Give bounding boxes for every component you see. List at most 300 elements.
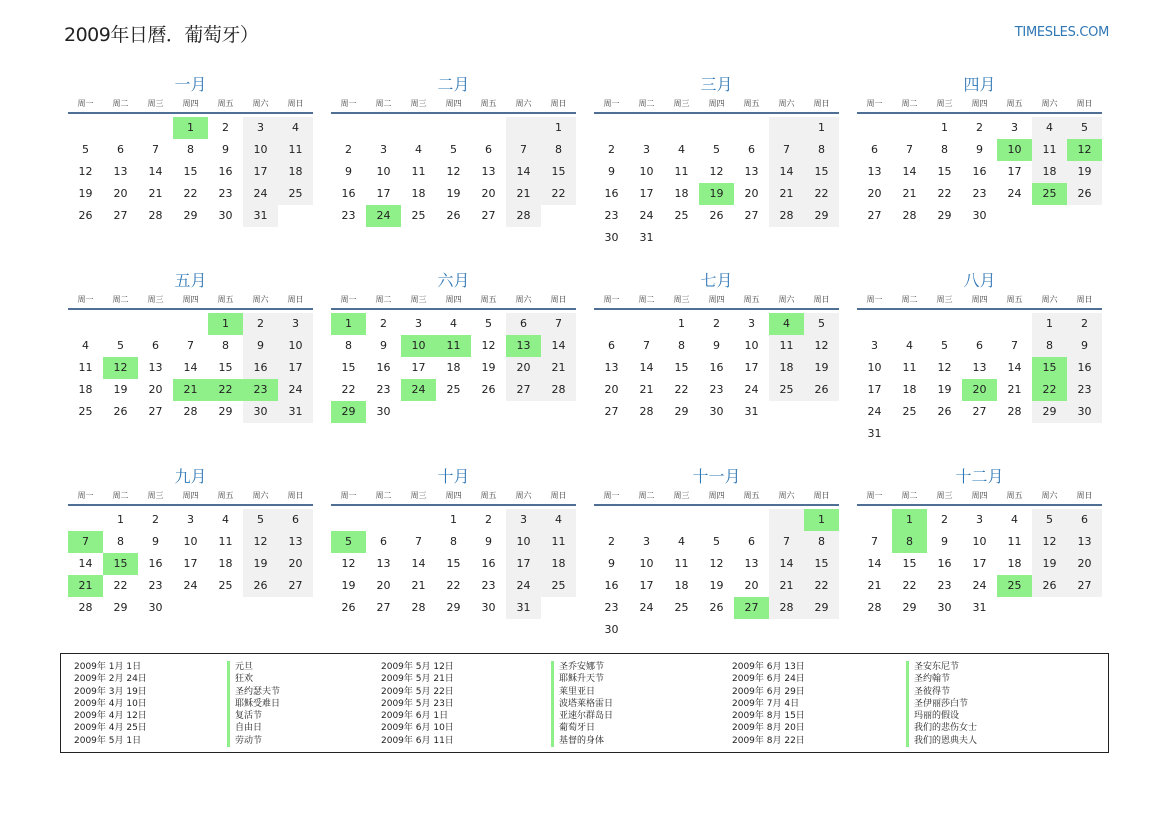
weekday-label: 周日 bbox=[1076, 99, 1093, 108]
day-cell: 24 bbox=[639, 601, 654, 614]
weekday-label: 周一 bbox=[340, 99, 357, 108]
day-cell: 5 bbox=[713, 535, 720, 548]
day-cell: 29 bbox=[804, 597, 839, 619]
empty-cell bbox=[892, 313, 927, 335]
day-cell: 7 bbox=[769, 531, 804, 553]
empty-cell bbox=[699, 509, 734, 531]
day-cell: 10 bbox=[639, 165, 654, 178]
day-cell: 25 bbox=[769, 379, 804, 401]
holiday-name: 我们的恩典夫人 bbox=[906, 735, 977, 747]
day-cell: 19 bbox=[1067, 161, 1102, 183]
day-cell: 15 bbox=[183, 165, 198, 178]
day-cell: 22 bbox=[113, 579, 128, 592]
day-cell: 29 bbox=[902, 601, 917, 614]
holiday-day: 10 bbox=[997, 139, 1032, 161]
day-cell: 28 bbox=[78, 601, 93, 614]
day-cell: 28 bbox=[148, 209, 163, 222]
day-cell: 29 bbox=[674, 405, 689, 418]
day-cell: 17 bbox=[1007, 165, 1022, 178]
weekday-header bbox=[857, 488, 1102, 506]
weekday-label: 周三 bbox=[410, 491, 427, 500]
holiday-date: 2009年 4月 25日 bbox=[74, 723, 147, 734]
day-cell: 9 bbox=[608, 165, 615, 178]
day-cell: 16 bbox=[148, 557, 163, 570]
weekday-label: 周三 bbox=[147, 491, 164, 500]
day-cell: 18 bbox=[674, 187, 689, 200]
day-cell: 13 bbox=[1067, 531, 1102, 553]
holiday-names-col-3 bbox=[906, 661, 977, 747]
weekday-label: 周五 bbox=[1006, 491, 1023, 500]
weekday-header bbox=[857, 96, 1102, 114]
day-cell: 4 bbox=[450, 317, 457, 330]
holiday-names-col-1 bbox=[227, 661, 280, 747]
day-cell: 7 bbox=[1011, 339, 1018, 352]
day-cell: 8 bbox=[678, 339, 685, 352]
day-cell: 10 bbox=[183, 535, 198, 548]
day-cell: 23 bbox=[341, 209, 356, 222]
holiday-day: 24 bbox=[366, 205, 401, 227]
weekday-label: 周日 bbox=[813, 295, 830, 304]
weekday-label: 周三 bbox=[936, 295, 953, 304]
day-cell: 25 bbox=[674, 601, 689, 614]
day-cell: 7 bbox=[906, 143, 913, 156]
holiday-day: 1 bbox=[173, 117, 208, 139]
empty-cell bbox=[769, 509, 804, 531]
holiday-day: 21 bbox=[173, 379, 208, 401]
day-cell: 21 bbox=[902, 187, 917, 200]
site-link[interactable]: TIMESLES.COM bbox=[1014, 25, 1109, 40]
day-cell: 27 bbox=[148, 405, 163, 418]
holiday-day: 1 bbox=[804, 509, 839, 531]
empty-cell bbox=[857, 509, 892, 531]
day-cell: 2 bbox=[243, 313, 278, 335]
holiday-date: 2009年 6月 13日 bbox=[732, 662, 805, 672]
day-cell: 18 bbox=[78, 383, 93, 396]
day-cell: 13 bbox=[148, 361, 163, 374]
day-cell: 18 bbox=[218, 557, 233, 570]
day-cell: 21 bbox=[1007, 383, 1022, 396]
empty-cell bbox=[629, 117, 664, 139]
month-name: 一月 bbox=[174, 75, 207, 94]
day-cell: 1 bbox=[804, 117, 839, 139]
day-cell: 24 bbox=[972, 579, 987, 592]
holiday-name: 劳动节 bbox=[227, 735, 280, 747]
weekday-label: 周五 bbox=[217, 491, 234, 500]
day-cell: 5 bbox=[117, 339, 124, 352]
day-cell: 14 bbox=[183, 361, 198, 374]
day-cell: 13 bbox=[867, 165, 882, 178]
day-cell: 5 bbox=[713, 143, 720, 156]
day-cell: 27 bbox=[1067, 575, 1102, 597]
holiday-name: 莱里亚日 bbox=[551, 686, 613, 698]
day-cell: 24 bbox=[867, 405, 882, 418]
weekday-label: 周五 bbox=[743, 295, 760, 304]
weekday-label: 周四 bbox=[971, 295, 988, 304]
day-cell: 10 bbox=[639, 557, 654, 570]
day-cell: 17 bbox=[183, 557, 198, 570]
month-name: 十一月 bbox=[692, 467, 741, 486]
holiday-day: 12 bbox=[103, 357, 138, 379]
weekday-label: 周四 bbox=[445, 99, 462, 108]
month-block bbox=[68, 466, 313, 619]
day-cell: 24 bbox=[243, 183, 278, 205]
day-cell: 15 bbox=[218, 361, 233, 374]
day-cell: 6 bbox=[117, 143, 124, 156]
day-cell: 6 bbox=[748, 143, 755, 156]
holiday-name: 圣彼得节 bbox=[906, 686, 977, 698]
weekday-label: 周二 bbox=[901, 99, 918, 108]
weekday-label: 周二 bbox=[112, 491, 129, 500]
day-cell: 26 bbox=[937, 405, 952, 418]
holiday-date: 2009年 8月 22日 bbox=[732, 735, 805, 746]
day-cell: 2 bbox=[380, 317, 387, 330]
day-cell: 3 bbox=[976, 513, 983, 526]
day-cell: 18 bbox=[411, 187, 426, 200]
day-cell: 28 bbox=[902, 209, 917, 222]
weekday-label: 周一 bbox=[866, 295, 883, 304]
day-cell: 23 bbox=[972, 187, 987, 200]
day-cell: 8 bbox=[450, 535, 457, 548]
day-cell: 10 bbox=[867, 361, 882, 374]
day-cell: 9 bbox=[485, 535, 492, 548]
weekday-label: 周六 bbox=[778, 99, 795, 108]
holiday-name: 波塔莱格雷日 bbox=[551, 698, 613, 710]
day-cell: 27 bbox=[113, 209, 128, 222]
holiday-date: 2009年 1月 1日 bbox=[74, 662, 142, 672]
weekday-header bbox=[857, 292, 1102, 310]
day-cell: 8 bbox=[1032, 335, 1067, 357]
day-cell: 8 bbox=[117, 535, 124, 548]
empty-cell bbox=[769, 117, 804, 139]
weekday-label: 周六 bbox=[778, 491, 795, 500]
empty-cell bbox=[173, 313, 208, 335]
month-block bbox=[68, 74, 313, 227]
holiday-date: 2009年 5月 12日 bbox=[381, 662, 454, 672]
day-cell: 4 bbox=[415, 143, 422, 156]
day-cell: 19 bbox=[804, 357, 839, 379]
day-cell: 31 bbox=[506, 597, 541, 619]
weekday-label: 周六 bbox=[252, 491, 269, 500]
day-cell: 14 bbox=[78, 557, 93, 570]
holiday-date: 2009年 6月 11日 bbox=[381, 735, 454, 746]
empty-cell bbox=[68, 117, 103, 139]
day-cell: 4 bbox=[678, 535, 685, 548]
day-cell: 23 bbox=[1067, 379, 1102, 401]
holiday-date: 2009年 5月 1日 bbox=[74, 735, 142, 746]
holiday-date: 2009年 4月 10日 bbox=[74, 698, 147, 709]
day-cell: 6 bbox=[1067, 509, 1102, 531]
empty-cell bbox=[506, 117, 541, 139]
empty-cell bbox=[629, 313, 664, 335]
empty-cell bbox=[857, 313, 892, 335]
empty-cell bbox=[594, 313, 629, 335]
month-block bbox=[594, 466, 839, 641]
day-cell: 11 bbox=[541, 531, 576, 553]
holiday-date: 2009年 8月 20日 bbox=[732, 723, 805, 734]
day-cell: 11 bbox=[278, 139, 313, 161]
day-cell: 19 bbox=[1032, 553, 1067, 575]
weekday-label: 周六 bbox=[515, 295, 532, 304]
day-cell: 21 bbox=[769, 575, 804, 597]
day-cell: 2 bbox=[222, 121, 229, 134]
day-cell: 29 bbox=[113, 601, 128, 614]
days-grid bbox=[68, 509, 313, 619]
weekday-label: 周六 bbox=[1041, 295, 1058, 304]
day-cell: 16 bbox=[709, 361, 724, 374]
day-cell: 13 bbox=[604, 361, 619, 374]
day-cell: 22 bbox=[804, 575, 839, 597]
day-cell: 16 bbox=[972, 165, 987, 178]
holiday-dates-col-2 bbox=[381, 661, 454, 747]
holiday-day: 13 bbox=[506, 335, 541, 357]
day-cell: 14 bbox=[902, 165, 917, 178]
day-cell: 14 bbox=[639, 361, 654, 374]
day-cell: 4 bbox=[82, 339, 89, 352]
day-cell: 3 bbox=[415, 317, 422, 330]
day-cell: 4 bbox=[1011, 513, 1018, 526]
day-cell: 30 bbox=[376, 405, 391, 418]
holiday-name: 耶稣受难日 bbox=[227, 698, 280, 710]
weekday-label: 周五 bbox=[480, 99, 497, 108]
day-cell: 23 bbox=[376, 383, 391, 396]
day-cell: 25 bbox=[902, 405, 917, 418]
holiday-dates-col-1 bbox=[74, 661, 147, 747]
day-cell: 22 bbox=[341, 383, 356, 396]
day-cell: 8 bbox=[345, 339, 352, 352]
day-cell: 23 bbox=[937, 579, 952, 592]
day-cell: 19 bbox=[78, 187, 93, 200]
day-cell: 28 bbox=[411, 601, 426, 614]
holiday-day: 10 bbox=[401, 335, 436, 357]
empty-cell bbox=[857, 117, 892, 139]
day-cell: 16 bbox=[218, 165, 233, 178]
day-cell: 28 bbox=[183, 405, 198, 418]
day-cell: 17 bbox=[639, 579, 654, 592]
day-cell: 1 bbox=[117, 513, 124, 526]
holiday-day: 7 bbox=[68, 531, 103, 553]
holiday-name: 圣伊丽莎白节 bbox=[906, 698, 977, 710]
month-name: 五月 bbox=[174, 271, 207, 290]
day-cell: 12 bbox=[1032, 531, 1067, 553]
day-cell: 29 bbox=[1032, 401, 1067, 423]
day-cell: 9 bbox=[152, 535, 159, 548]
holiday-name: 耶稣升天节 bbox=[551, 673, 613, 685]
weekday-label: 周五 bbox=[480, 491, 497, 500]
day-cell: 3 bbox=[506, 509, 541, 531]
day-cell: 30 bbox=[604, 623, 619, 636]
month-block bbox=[331, 270, 576, 423]
empty-cell bbox=[401, 509, 436, 531]
weekday-label: 周三 bbox=[673, 491, 690, 500]
day-cell: 26 bbox=[709, 601, 724, 614]
day-cell: 19 bbox=[113, 383, 128, 396]
day-cell: 23 bbox=[604, 209, 619, 222]
weekday-label: 周六 bbox=[252, 295, 269, 304]
day-cell: 18 bbox=[902, 383, 917, 396]
day-cell: 27 bbox=[604, 405, 619, 418]
day-cell: 25 bbox=[541, 575, 576, 597]
day-cell: 4 bbox=[906, 339, 913, 352]
day-cell: 5 bbox=[804, 313, 839, 335]
day-cell: 16 bbox=[604, 187, 619, 200]
day-cell: 13 bbox=[744, 557, 759, 570]
day-cell: 27 bbox=[481, 209, 496, 222]
day-cell: 17 bbox=[278, 357, 313, 379]
weekday-label: 周六 bbox=[1041, 491, 1058, 500]
day-cell: 20 bbox=[744, 579, 759, 592]
day-cell: 3 bbox=[187, 513, 194, 526]
day-cell: 31 bbox=[243, 205, 278, 227]
day-cell: 16 bbox=[1067, 357, 1102, 379]
day-cell: 15 bbox=[804, 161, 839, 183]
holiday-name: 亚速尔群岛日 bbox=[551, 710, 613, 722]
empty-cell bbox=[594, 117, 629, 139]
day-cell: 4 bbox=[678, 143, 685, 156]
day-cell: 27 bbox=[376, 601, 391, 614]
weekday-label: 周二 bbox=[375, 295, 392, 304]
month-block bbox=[331, 466, 576, 619]
weekday-label: 周三 bbox=[410, 295, 427, 304]
day-cell: 15 bbox=[446, 557, 461, 570]
holiday-day: 23 bbox=[243, 379, 278, 401]
day-cell: 7 bbox=[769, 139, 804, 161]
holiday-name: 圣乔安娜节 bbox=[551, 661, 613, 673]
day-cell: 5 bbox=[1032, 509, 1067, 531]
day-cell: 2 bbox=[152, 513, 159, 526]
month-name: 十二月 bbox=[955, 467, 1004, 486]
day-cell: 17 bbox=[972, 557, 987, 570]
day-cell: 2 bbox=[713, 317, 720, 330]
weekday-label: 周一 bbox=[603, 491, 620, 500]
day-cell: 17 bbox=[506, 553, 541, 575]
day-cell: 31 bbox=[867, 427, 882, 440]
weekday-header bbox=[68, 96, 313, 114]
day-cell: 29 bbox=[804, 205, 839, 227]
day-cell: 16 bbox=[341, 187, 356, 200]
holiday-date: 2009年 6月 29日 bbox=[732, 686, 805, 697]
weekday-label: 周三 bbox=[410, 99, 427, 108]
weekday-label: 周四 bbox=[182, 295, 199, 304]
day-cell: 13 bbox=[376, 557, 391, 570]
day-cell: 11 bbox=[674, 165, 689, 178]
day-cell: 8 bbox=[187, 143, 194, 156]
day-cell: 18 bbox=[1007, 557, 1022, 570]
empty-cell bbox=[401, 117, 436, 139]
weekday-label: 周日 bbox=[813, 491, 830, 500]
day-cell: 11 bbox=[1007, 535, 1022, 548]
holiday-date: 2009年 2月 24日 bbox=[74, 674, 147, 685]
day-cell: 17 bbox=[867, 383, 882, 396]
day-cell: 28 bbox=[769, 597, 804, 619]
day-cell: 3 bbox=[278, 313, 313, 335]
day-cell: 21 bbox=[639, 383, 654, 396]
holiday-name: 圣安东尼节 bbox=[906, 661, 977, 673]
weekday-label: 周四 bbox=[971, 99, 988, 108]
day-cell: 22 bbox=[804, 183, 839, 205]
weekday-label: 周六 bbox=[515, 99, 532, 108]
empty-cell bbox=[331, 117, 366, 139]
day-cell: 27 bbox=[506, 379, 541, 401]
day-cell: 21 bbox=[148, 187, 163, 200]
holiday-name: 元旦 bbox=[227, 661, 280, 673]
days-grid bbox=[594, 117, 839, 249]
empty-cell bbox=[664, 117, 699, 139]
empty-cell bbox=[594, 509, 629, 531]
weekday-label: 周三 bbox=[673, 295, 690, 304]
day-cell: 26 bbox=[1067, 183, 1102, 205]
day-cell: 11 bbox=[218, 535, 233, 548]
holiday-day: 11 bbox=[436, 335, 471, 357]
weekday-label: 周日 bbox=[287, 491, 304, 500]
day-cell: 19 bbox=[481, 361, 496, 374]
day-cell: 20 bbox=[867, 187, 882, 200]
day-cell: 6 bbox=[976, 339, 983, 352]
weekday-label: 周一 bbox=[866, 491, 883, 500]
day-cell: 14 bbox=[1007, 361, 1022, 374]
holiday-date: 2009年 5月 21日 bbox=[381, 674, 454, 685]
month-block bbox=[594, 270, 839, 423]
month-block bbox=[857, 270, 1102, 445]
day-cell: 3 bbox=[243, 117, 278, 139]
holiday-day: 19 bbox=[699, 183, 734, 205]
day-cell: 24 bbox=[506, 575, 541, 597]
day-cell: 2 bbox=[1067, 313, 1102, 335]
empty-cell bbox=[68, 509, 103, 531]
weekday-label: 周二 bbox=[638, 295, 655, 304]
day-cell: 26 bbox=[1032, 575, 1067, 597]
day-cell: 16 bbox=[604, 579, 619, 592]
month-name: 九月 bbox=[174, 467, 207, 486]
weekday-label: 周五 bbox=[480, 295, 497, 304]
holiday-day: 12 bbox=[1067, 139, 1102, 161]
day-cell: 22 bbox=[541, 183, 576, 205]
empty-cell bbox=[629, 509, 664, 531]
day-cell: 9 bbox=[976, 143, 983, 156]
holiday-names-col-2 bbox=[551, 661, 613, 747]
weekday-label: 周四 bbox=[708, 99, 725, 108]
weekday-label: 周四 bbox=[182, 491, 199, 500]
weekday-label: 周日 bbox=[287, 295, 304, 304]
weekday-label: 周四 bbox=[182, 99, 199, 108]
day-cell: 8 bbox=[541, 139, 576, 161]
month-block bbox=[594, 74, 839, 249]
day-cell: 27 bbox=[278, 575, 313, 597]
holiday-name: 玛丽的假设 bbox=[906, 710, 977, 722]
holiday-day: 15 bbox=[1032, 357, 1067, 379]
day-cell: 8 bbox=[804, 139, 839, 161]
day-cell: 22 bbox=[446, 579, 461, 592]
day-cell: 19 bbox=[937, 383, 952, 396]
day-cell: 26 bbox=[804, 379, 839, 401]
day-cell: 7 bbox=[415, 535, 422, 548]
day-cell: 18 bbox=[769, 357, 804, 379]
day-cell: 7 bbox=[871, 535, 878, 548]
weekday-label: 周日 bbox=[1076, 491, 1093, 500]
days-grid bbox=[331, 509, 576, 619]
holiday-name: 狂欢 bbox=[227, 673, 280, 685]
day-cell: 5 bbox=[1067, 117, 1102, 139]
day-cell: 8 bbox=[222, 339, 229, 352]
day-cell: 16 bbox=[481, 557, 496, 570]
day-cell: 26 bbox=[709, 209, 724, 222]
day-cell: 3 bbox=[380, 143, 387, 156]
day-cell: 10 bbox=[506, 531, 541, 553]
month-name: 二月 bbox=[437, 75, 470, 94]
day-cell: 25 bbox=[278, 183, 313, 205]
day-cell: 21 bbox=[541, 357, 576, 379]
day-cell: 24 bbox=[183, 579, 198, 592]
day-cell: 20 bbox=[1067, 553, 1102, 575]
